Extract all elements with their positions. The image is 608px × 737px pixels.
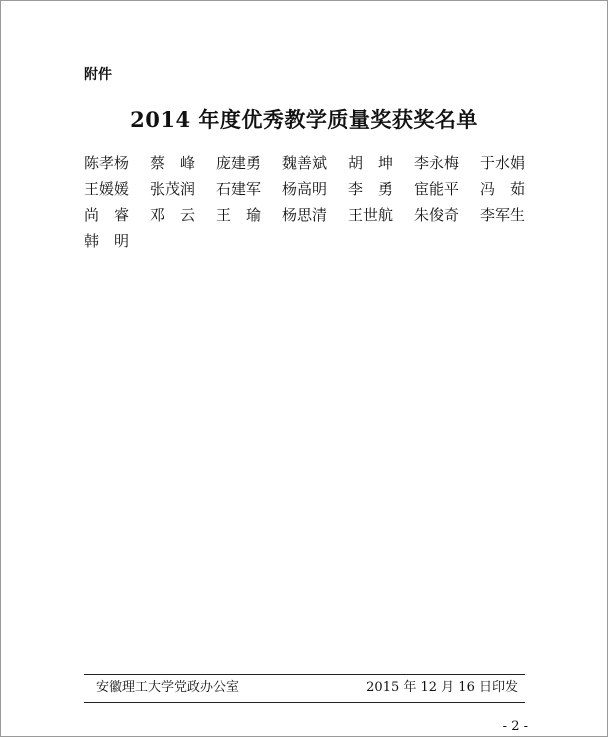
name-row (84, 202, 544, 228)
awardee-name: 李永梅 (414, 154, 460, 172)
awardee-name: 陈孝杨 (84, 154, 130, 172)
issue-date: 2015 年 12 月 16 日印发 (366, 680, 518, 695)
page-number: - 2 - (502, 719, 528, 734)
name-row (84, 150, 544, 176)
awardee-name: 张茂润 (150, 180, 196, 198)
awardee-name: 王媛媛 (84, 180, 130, 198)
footer-bottom-rule (84, 702, 525, 703)
awardee-name: 蔡 峰 (150, 154, 196, 172)
awardee-name: 朱俊奇 (414, 206, 460, 224)
awardee-name: 邓 云 (150, 206, 196, 224)
name-row (84, 176, 544, 202)
awardee-name: 杨思清 (282, 206, 328, 224)
awardee-name: 杨高明 (282, 180, 328, 198)
attachment-label: 附件 (84, 67, 112, 83)
awardee-name: 于水娟 (480, 154, 526, 172)
award-name-list (84, 150, 544, 254)
awardee-name: 王世航 (348, 206, 394, 224)
awardee-name: 胡 坤 (348, 154, 394, 172)
awardee-name: 尚 睿 (84, 206, 130, 224)
awardee-name: 石建军 (216, 180, 262, 198)
awardee-name: 李 勇 (348, 180, 394, 198)
awardee-name: 宦能平 (414, 180, 460, 198)
awardee-name: 魏善斌 (282, 154, 328, 172)
issuer-office: 安徽理工大学党政办公室 (96, 680, 240, 695)
awardee-name: 冯 茹 (480, 180, 526, 198)
awardee-name: 庞建勇 (216, 154, 262, 172)
awardee-name: 韩 明 (84, 232, 130, 250)
awardee-name: 李军生 (480, 206, 526, 224)
footer-top-rule (84, 674, 525, 675)
name-row (84, 228, 544, 254)
document-title: 2014 年度优秀教学质量奖获奖名单 (130, 107, 478, 132)
awardee-name: 王 瑜 (216, 206, 262, 224)
